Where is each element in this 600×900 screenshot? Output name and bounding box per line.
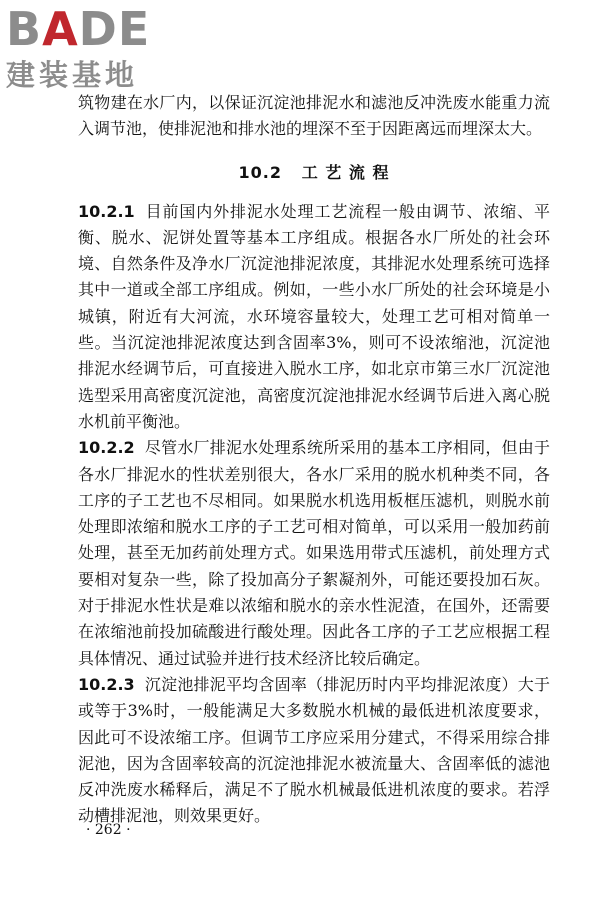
page-body	[78, 90, 550, 830]
section-title: 工 艺 流 程	[301, 162, 390, 182]
section-heading	[78, 160, 550, 186]
brand-suffix: DE	[78, 2, 151, 56]
watermark-logo	[6, 4, 186, 96]
clause-10-2-2	[78, 435, 550, 672]
section-number: 10.2	[238, 162, 283, 182]
clause-text: 沉淀池排泥平均含固率（排泥历时内平均排泥浓度）大于或等于3%时，一般能满足大多数脱水机械的最低进机浓度要求，因此可不设浓缩工序。但调节工序应采用分建式，不得采用综合排泥池，因为含固率较高的沉淀池排泥水被流量大、含固率低的滤池反冲洗废水稀释后，满足不了脱水机械最低进机浓度的要求。若浮动槽排泥池，则效果更好。	[78, 674, 550, 826]
clause-number: 10.2.1	[78, 201, 135, 221]
page-number: · 262 ·	[86, 822, 131, 838]
brand-wordmark	[6, 4, 150, 54]
clause-text: 目前国内外排泥水处理工艺流程一般由调节、浓缩、平衡、脱水、泥饼处置等基本工序组成。根据各水厂所处的社会环境、自然条件及净水厂沉淀池排泥浓度，其排泥水处理系统可选择其中一道或全部工序组成。例如，一些小水厂所处的社会环境是小城镇，附近有大河流，水环境容量较大，处理工艺可相对简单一些。当沉淀池排泥浓度达到含固率3%，则可不设浓缩池，沉淀池排泥水经调节后，可直接进入脱水工序，如北京市第三水厂沉淀池选型采用高密度沉淀池，高密度沉淀池排泥水经调节后进入离心脱水机前平衡池。	[78, 201, 550, 431]
intro-paragraph: 筑物建在水厂内，以保证沉淀池排泥水和滤池反冲洗废水能重力流入调节池，使排泥池和排水池的埋深不至于因距离远而埋深太大。	[78, 93, 550, 139]
clause-number: 10.2.3	[78, 674, 135, 694]
brand-slogan: 建装基地	[6, 58, 139, 92]
clause-text: 尽管水厂排泥水处理系统所采用的基本工序相同，但由于各水厂排泥水的性状差别很大，各水厂采用的脱水机种类不同，各工序的子工艺也不尽相同。如果脱水机选用板框压滤机，则脱水前处理即浓缩和脱水工序的子工艺可相对简单，可以采用一般加药前处理，甚至无加药前处理方式。如果选用带式压滤机，前处理方式要相对复杂一些，除了投加高分子絮凝剂外，可能还要投加石灰。对于排泥水性状是难以浓缩和脱水的亲水性泥渣，在国外，还需要在浓缩池前投加硫酸进行酸处理。因此各工序的子工艺应根据工程具体情况、通过试验并进行技术经济比较后确定。	[78, 438, 550, 668]
brand-prefix: B	[6, 2, 43, 56]
clause-10-2-3	[78, 672, 550, 830]
brand-accent-letter: A	[42, 2, 79, 56]
clause-10-2-1	[78, 199, 550, 436]
clause-number: 10.2.2	[78, 438, 135, 458]
